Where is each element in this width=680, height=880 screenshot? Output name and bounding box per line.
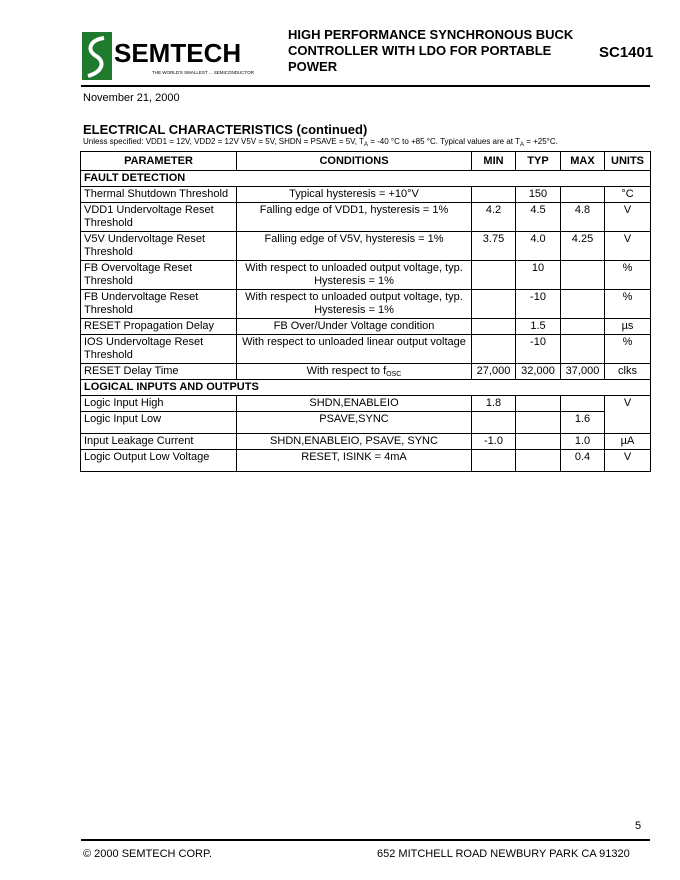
cell-min xyxy=(472,335,516,364)
cell-units: V xyxy=(605,203,651,232)
cell-conditions: RESET, ISINK = 4mA xyxy=(237,450,472,472)
cell-max: 0.4 xyxy=(561,450,605,472)
cell-conditions: SHDN,ENABLEIO xyxy=(237,396,472,412)
footer-rule xyxy=(81,839,650,841)
cell-parameter: FB Overvoltage Reset Threshold xyxy=(81,261,237,290)
cell-parameter: Thermal Shutdown Threshold xyxy=(81,187,237,203)
cell-min: 27,000 xyxy=(472,364,516,380)
cell-min: 3.75 xyxy=(472,232,516,261)
cell-units: clks xyxy=(605,364,651,380)
cell-conditions: With respect to unloaded output voltage, typ. Hysteresis = 1% xyxy=(237,261,472,290)
electrical-characteristics-table xyxy=(80,151,651,472)
cell-min: -1.0 xyxy=(472,434,516,450)
section-row-fault xyxy=(81,171,651,187)
cell-parameter: RESET Propagation Delay xyxy=(81,319,237,335)
cell-conditions: With respect to unloaded linear output voltage xyxy=(237,335,472,364)
cell-max: 1.0 xyxy=(561,434,605,450)
section-row-logic xyxy=(81,380,651,396)
cell-units: µs xyxy=(605,319,651,335)
cell-parameter: FB Undervoltage Reset Threshold xyxy=(81,290,237,319)
header-min: MIN xyxy=(472,152,516,171)
cell-parameter: Logic Output Low Voltage xyxy=(81,450,237,472)
cell-typ: 4.5 xyxy=(516,203,561,232)
table-row xyxy=(81,203,651,232)
part-number: SC1401 xyxy=(599,44,654,61)
cell-conditions: Falling edge of VDD1, hysteresis = 1% xyxy=(237,203,472,232)
cell-typ: -10 xyxy=(516,290,561,319)
cell-typ xyxy=(516,396,561,412)
cell-typ: 1.5 xyxy=(516,319,561,335)
cell-units: % xyxy=(605,335,651,364)
semtech-logo xyxy=(82,32,276,80)
cell-max xyxy=(561,290,605,319)
cell-max xyxy=(561,261,605,290)
cell-max: 4.25 xyxy=(561,232,605,261)
section-label: LOGICAL INPUTS AND OUTPUTS xyxy=(81,380,651,396)
table-row xyxy=(81,364,651,380)
cell-units: V xyxy=(605,232,651,261)
header-rule xyxy=(81,85,650,87)
address: 652 MITCHELL ROAD NEWBURY PARK CA 91320 xyxy=(377,848,630,860)
cell-parameter: IOS Undervoltage Reset Threshold xyxy=(81,335,237,364)
cell-typ: 10 xyxy=(516,261,561,290)
cell-typ xyxy=(516,450,561,472)
cell-max: 37,000 xyxy=(561,364,605,380)
cell-parameter: VDD1 Undervoltage Reset Threshold xyxy=(81,203,237,232)
cell-min xyxy=(472,412,516,434)
table-row xyxy=(81,261,651,290)
table-row xyxy=(81,187,651,203)
cell-parameter: V5V Undervoltage Reset Threshold xyxy=(81,232,237,261)
table-row xyxy=(81,396,651,412)
cell-typ: 32,000 xyxy=(516,364,561,380)
cell-parameter: Logic Input Low xyxy=(81,412,237,434)
document-title xyxy=(288,27,588,75)
cell-units: µA xyxy=(605,434,651,450)
cell-conditions: Typical hysteresis = +10°V xyxy=(237,187,472,203)
cell-max: 4.8 xyxy=(561,203,605,232)
cell-typ: -10 xyxy=(516,335,561,364)
cell-typ xyxy=(516,412,561,434)
cell-min: 1.8 xyxy=(472,396,516,412)
cell-max xyxy=(561,187,605,203)
cell-conditions: With respect to $f_{OSC}$ xyxy=(237,364,472,380)
title-line-2: CONTROLLER WITH LDO FOR PORTABLE xyxy=(288,43,552,58)
cell-max xyxy=(561,319,605,335)
cell-max xyxy=(561,335,605,364)
table-row xyxy=(81,290,651,319)
cell-units: V xyxy=(605,450,651,472)
cell-conditions: Falling edge of V5V, hysteresis = 1% xyxy=(237,232,472,261)
header-parameter: PARAMETER xyxy=(81,152,237,171)
cell-typ: 150 xyxy=(516,187,561,203)
page-number: 5 xyxy=(635,820,642,832)
logo-tagline: THE WORLD'S SMALLEST ... SEMICONDUCTOR xyxy=(152,70,254,75)
cell-min xyxy=(472,319,516,335)
logo-wordmark: SEMTECH xyxy=(114,38,242,68)
table-row xyxy=(81,319,651,335)
cell-units: V xyxy=(605,396,651,434)
conditions-note: Unless specified: VDD1 = 12V, VDD2 = 12V V5V = 5V, SHDN = PSAVE = 5V, $T_A = -40$ °C to +85 °C. Typical values are at $T_A = +25^\circ C$. xyxy=(83,137,558,148)
cell-parameter: RESET Delay Time xyxy=(81,364,237,380)
section-label: FAULT DETECTION xyxy=(81,171,651,187)
cell-min xyxy=(472,261,516,290)
cell-min xyxy=(472,450,516,472)
table-row xyxy=(81,434,651,450)
cell-parameter: Logic Input High xyxy=(81,396,237,412)
document-date: November 21, 2000 xyxy=(83,92,180,104)
copyright: © 2000 SEMTECH CORP. xyxy=(83,848,212,860)
table-row xyxy=(81,335,651,364)
cell-units: °C xyxy=(605,187,651,203)
cell-min xyxy=(472,290,516,319)
cell-max xyxy=(561,396,605,412)
cell-min xyxy=(472,187,516,203)
cell-conditions: FB Over/Under Voltage condition xyxy=(237,319,472,335)
title-line-3: POWER xyxy=(288,59,338,74)
title-line-1: HIGH PERFORMANCE SYNCHRONOUS BUCK xyxy=(288,27,574,42)
header-units: UNITS xyxy=(605,152,651,171)
header-max: MAX xyxy=(561,152,605,171)
cell-units: % xyxy=(605,290,651,319)
table-row xyxy=(81,232,651,261)
cell-conditions: PSAVE,SYNC xyxy=(237,412,472,434)
cell-min: 4.2 xyxy=(472,203,516,232)
cell-max: 1.6 xyxy=(561,412,605,434)
cell-typ xyxy=(516,434,561,450)
cell-conditions: SHDN,ENABLEIO, PSAVE, SYNC xyxy=(237,434,472,450)
cell-parameter: Input Leakage Current xyxy=(81,434,237,450)
table-header-row xyxy=(81,152,651,171)
section-title: ELECTRICAL CHARACTERISTICS (continued) xyxy=(83,122,368,137)
cell-units: % xyxy=(605,261,651,290)
table-row xyxy=(81,450,651,472)
table-row xyxy=(81,412,651,434)
cell-typ: 4.0 xyxy=(516,232,561,261)
cell-conditions: With respect to unloaded output voltage, typ. Hysteresis = 1% xyxy=(237,290,472,319)
header-conditions: CONDITIONS xyxy=(237,152,472,171)
header-typ: TYP xyxy=(516,152,561,171)
